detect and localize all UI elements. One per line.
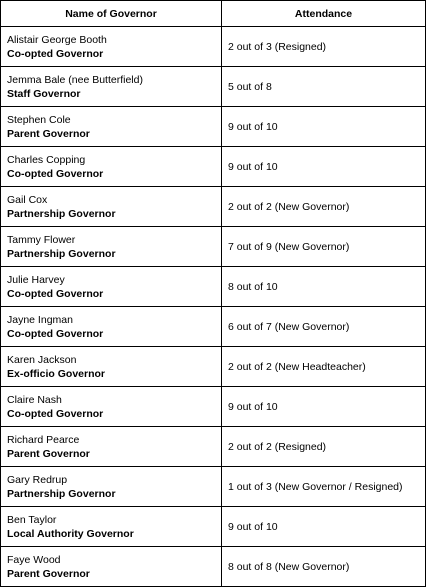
attendance-cell: 9 out of 10 [222, 507, 426, 547]
governor-role: Co-opted Governor [7, 327, 104, 340]
table-row [1, 67, 426, 107]
governor-name: Jemma Bale (nee Butterfield) [7, 73, 143, 86]
attendance-cell: 9 out of 10 [222, 387, 426, 427]
governor-name: Claire Nash [7, 393, 62, 406]
governor-role: Parent Governor [7, 127, 90, 140]
attendance-cell: 2 out of 2 (New Governor) [222, 187, 426, 227]
governor-role: Co-opted Governor [7, 47, 104, 60]
governor-role: Co-opted Governor [7, 407, 104, 420]
table-body [1, 27, 426, 587]
governor-cell [1, 387, 222, 427]
governor-cell [1, 347, 222, 387]
governor-name: Gail Cox [7, 193, 48, 206]
governor-role: Partnership Governor [7, 487, 116, 500]
governor-name: Karen Jackson [7, 353, 77, 366]
governor-cell [1, 507, 222, 547]
governor-name: Alistair George Booth [7, 33, 107, 46]
governor-cell [1, 467, 222, 507]
attendance-cell: 2 out of 2 (New Headteacher) [222, 347, 426, 387]
governor-role: Parent Governor [7, 447, 90, 460]
governor-name: Julie Harvey [7, 273, 65, 286]
governor-cell [1, 27, 222, 67]
attendance-cell: 5 out of 8 [222, 67, 426, 107]
table-row [1, 387, 426, 427]
table-row [1, 347, 426, 387]
governor-cell [1, 227, 222, 267]
governor-cell [1, 187, 222, 227]
header-name-of-governor: Name of Governor [1, 1, 222, 27]
governor-name: Stephen Cole [7, 113, 71, 126]
governor-name: Richard Pearce [7, 433, 80, 446]
governor-name: Tammy Flower [7, 233, 76, 246]
governor-role: Co-opted Governor [7, 287, 104, 300]
table-row [1, 187, 426, 227]
table-header-row [1, 1, 426, 27]
attendance-cell: 9 out of 10 [222, 107, 426, 147]
table-row [1, 507, 426, 547]
table-row [1, 147, 426, 187]
governor-cell [1, 267, 222, 307]
attendance-cell: 6 out of 7 (New Governor) [222, 307, 426, 347]
governor-name: Ben Taylor [7, 513, 57, 526]
table-row [1, 307, 426, 347]
governor-role: Co-opted Governor [7, 167, 104, 180]
governor-cell [1, 107, 222, 147]
governor-name: Gary Redrup [7, 473, 68, 486]
table-row [1, 227, 426, 267]
governor-role: Ex-officio Governor [7, 367, 106, 380]
attendance-cell: 1 out of 3 (New Governor / Resigned) [222, 467, 426, 507]
governor-role: Partnership Governor [7, 207, 116, 220]
governor-role: Local Authority Governor [7, 527, 134, 540]
table-row [1, 427, 426, 467]
table-row [1, 107, 426, 147]
governor-name: Faye Wood [7, 553, 61, 566]
attendance-cell: 2 out of 3 (Resigned) [222, 27, 426, 67]
governor-cell [1, 547, 222, 587]
governor-cell [1, 307, 222, 347]
table-row [1, 267, 426, 307]
governor-name: Charles Copping [7, 153, 86, 166]
attendance-cell: 9 out of 10 [222, 147, 426, 187]
governor-name: Jayne Ingman [7, 313, 73, 326]
governor-cell [1, 147, 222, 187]
governor-cell [1, 427, 222, 467]
table-row [1, 467, 426, 507]
governor-role: Staff Governor [7, 87, 81, 100]
governor-role: Parent Governor [7, 567, 90, 580]
table-row [1, 27, 426, 67]
governor-role: Partnership Governor [7, 247, 116, 260]
governor-cell [1, 67, 222, 107]
attendance-cell: 2 out of 2 (Resigned) [222, 427, 426, 467]
table-row [1, 547, 426, 587]
attendance-cell: 7 out of 9 (New Governor) [222, 227, 426, 267]
attendance-cell: 8 out of 8 (New Governor) [222, 547, 426, 587]
attendance-cell: 8 out of 10 [222, 267, 426, 307]
header-attendance: Attendance [222, 1, 426, 27]
